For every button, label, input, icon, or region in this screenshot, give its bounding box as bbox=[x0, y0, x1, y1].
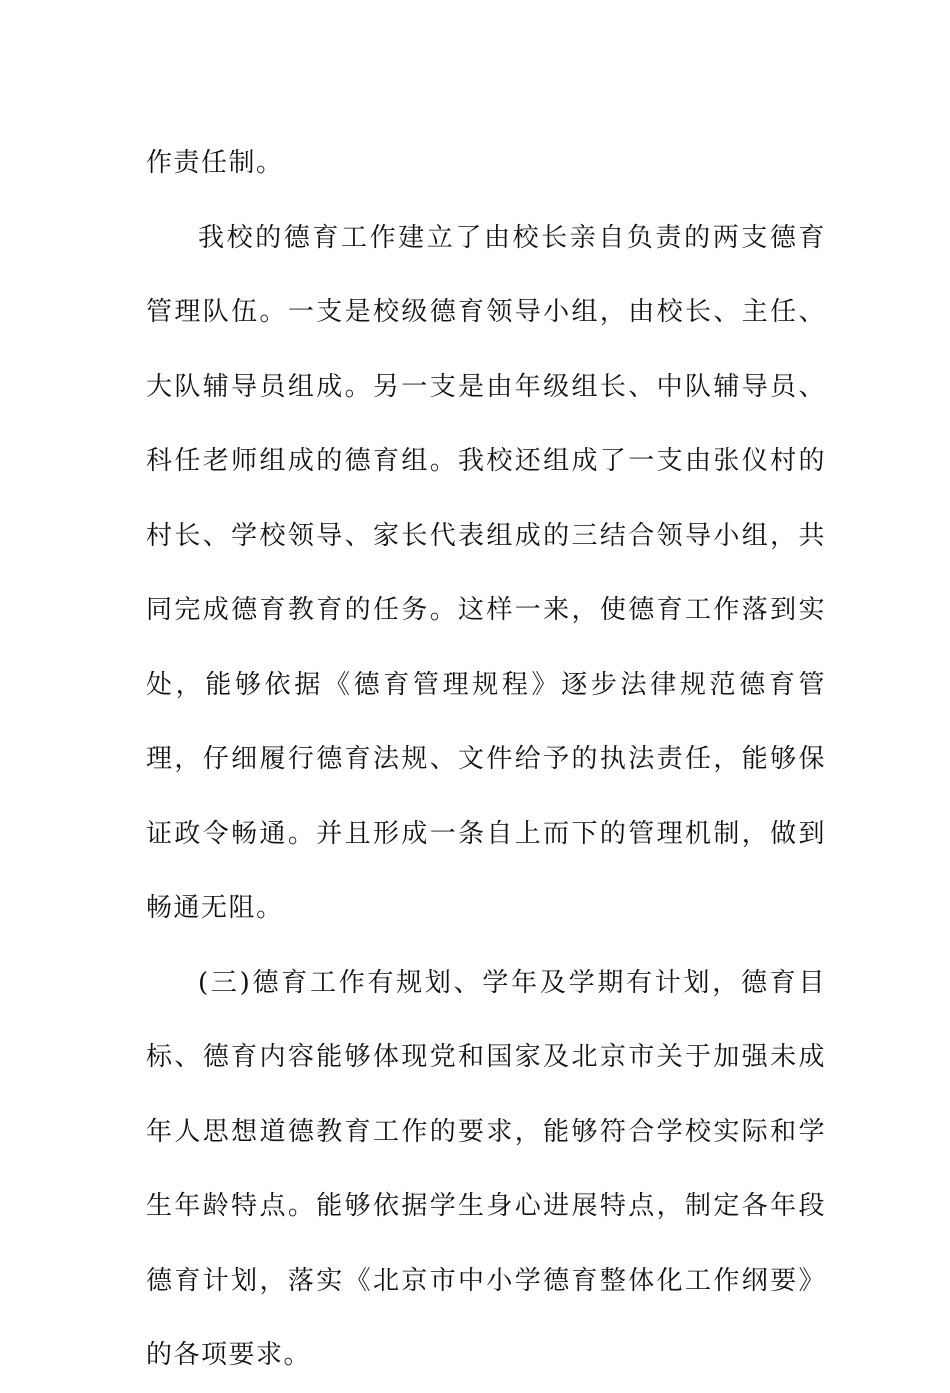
paragraph-management-teams: 我校的德育工作建立了由校长亲自负责的两支德育管理队伍。一支是校级德育领导小组，由校长、主任、大队辅导员组成。另一支是由年级组长、中队辅导员、科任老师组成的德育组。我校还组成了一支由张仪村的村长、学校领导、家长代表组成的三结合领导小组，共同完成德育教育的任务。这样一来，使德育工作落到实处，能够依据《德育管理规程》逐步法律规范德育管理，仔细履行德育法规、文件给予的执法责任，能够保证政令畅通。并且形成一条自上而下的管理机制，做到畅通无阻。 bbox=[146, 222, 826, 923]
paragraph-moral-education-plan: (三)德育工作有规划、学年及学期有计划，德育目标、德育内容能够体现党和国家及北京市关于加强未成年人思想道德教育工作的要求，能够符合学校实际和学生年龄特点。能够依据学生身心进展特点，制定各年段德育计划，落实《北京市中小学德育整体化工作纲要》的各项要求。 bbox=[146, 967, 826, 1370]
document-body bbox=[146, 126, 826, 1393]
paragraph-continuation: 作责任制。 bbox=[146, 148, 284, 178]
